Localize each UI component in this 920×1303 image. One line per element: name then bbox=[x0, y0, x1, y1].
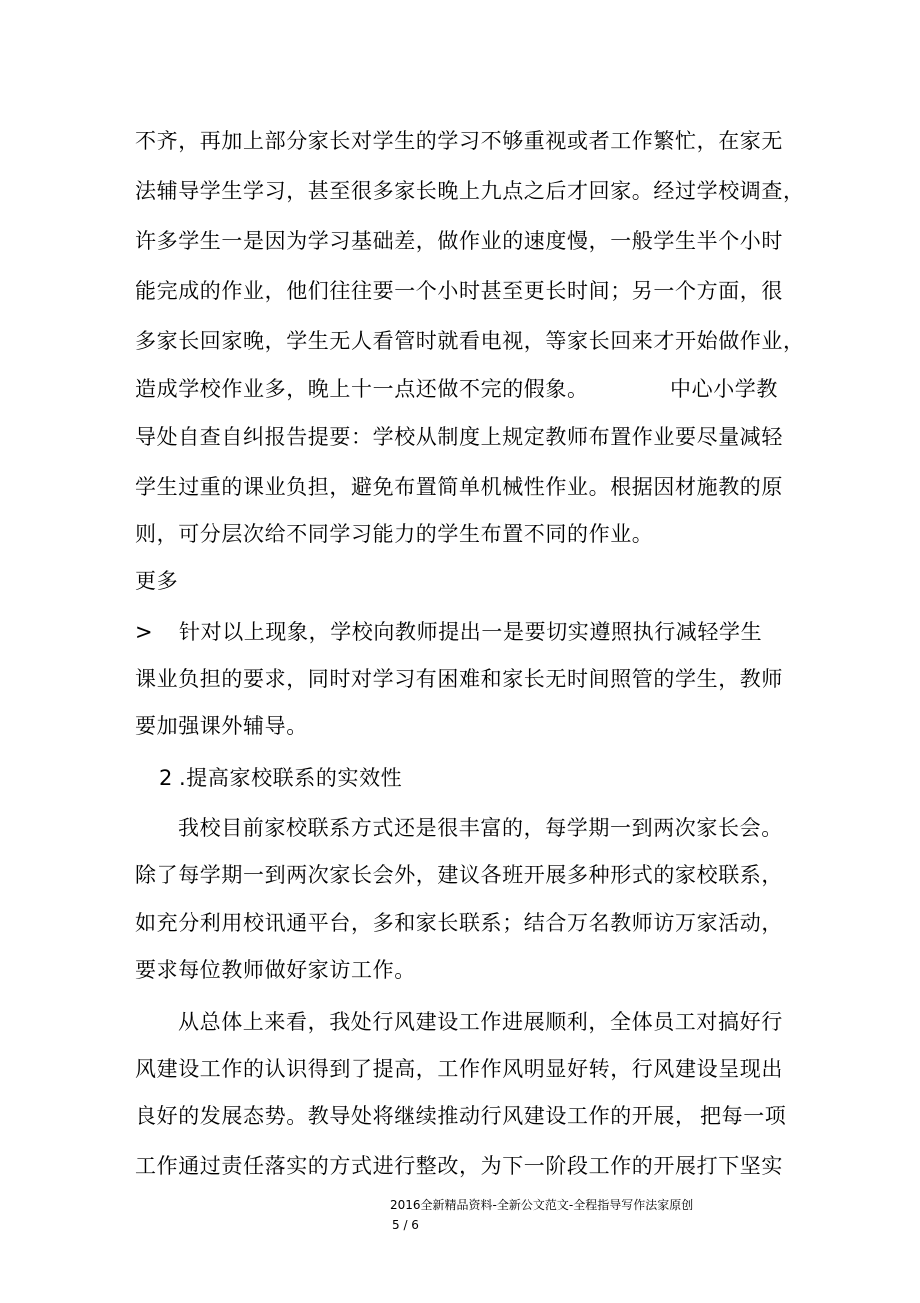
text-line bbox=[135, 128, 783, 154]
text-segment: 更多 bbox=[135, 569, 179, 593]
text-line bbox=[135, 713, 308, 739]
text-line bbox=[135, 1153, 783, 1179]
text-segment: 中心小学教 bbox=[670, 377, 778, 401]
text-line bbox=[135, 862, 783, 888]
text-segment: 则，可分层次给不同学习能力的学生布置不同的作业。 bbox=[135, 522, 654, 546]
text-line bbox=[135, 910, 783, 936]
text-segment: 要加强课外辅导。 bbox=[135, 714, 308, 738]
text-segment: 导处自查自纠报告提要：学校从制度上规定教师布置作业要尽量减轻 bbox=[135, 425, 783, 449]
text-line bbox=[135, 1103, 787, 1129]
text-line bbox=[135, 474, 783, 500]
text-segment: 从总体上来看，我处行风建设工作进展顺利，全体员工对搞好行 bbox=[178, 1010, 783, 1034]
text-segment: 法辅导学生学习，甚至很多家长晚上九点之后才回家。经过学校调查， bbox=[135, 179, 805, 203]
text-segment: 风建设工作的认识得到了提高，工作作风明显好转，行风建设呈现出 bbox=[135, 1057, 783, 1081]
text-line bbox=[135, 521, 653, 547]
text-segment: 我校目前家校联系方式还是很丰富的，每学期一到两次家长会。 bbox=[178, 816, 783, 840]
footer-tagline: 2016全新精品资料-全新公文范文-全程指导写作法家原创 bbox=[390, 1198, 694, 1212]
text-segment: 许多学生一是因为学习基础差，做作业的速度慢，一般学生半个小时 bbox=[135, 229, 783, 253]
text-segment: 工作通过责任落实的方式进行整改，为下一阶段工作的开展打下坚实 bbox=[135, 1154, 783, 1178]
text-segment: 能完成的作业，他们往往要一个小时甚至更长时间；另一个方面，很 bbox=[135, 279, 783, 303]
text-line bbox=[135, 228, 783, 254]
text-line bbox=[135, 1056, 783, 1082]
text-segment: 学生过重的课业负担，避免布置简单机械性作业。根据因材施教的原 bbox=[135, 475, 783, 499]
text-line bbox=[135, 619, 763, 645]
text-line bbox=[178, 815, 783, 841]
section-heading bbox=[159, 765, 403, 791]
text-line bbox=[135, 957, 416, 983]
text-segment: 多家长回家晚，学生无人看管时就看电视，等家长回来才开始做作业， bbox=[135, 329, 805, 353]
text-segment: 把每一项 bbox=[700, 1104, 787, 1128]
text-segment: 如充分利用校讯通平台，多和家长联系；结合万名教师访万家活动， bbox=[135, 911, 783, 935]
text-segment: 良好的发展态势。教导处将继续推动行风建设工作的开展， bbox=[135, 1104, 697, 1128]
text-line bbox=[135, 424, 783, 450]
bullet-marker: > bbox=[135, 620, 154, 644]
text-segment: 针对以上现象，学校向教师提出一是要切实遵照执行减轻学生 bbox=[179, 620, 763, 644]
text-segment: 除了每学期一到两次家长会外，建议各班开展多种形式的家校联系， bbox=[135, 863, 783, 887]
text-line bbox=[135, 568, 178, 594]
text-line bbox=[135, 376, 778, 402]
text-segment: 课业负担的要求，同时对学习有困难和家长无时间照管的学生，教师 bbox=[135, 667, 783, 691]
text-line bbox=[135, 278, 783, 304]
page-indicator: 5 / 6 bbox=[392, 1218, 419, 1232]
text-segment: 要求每位教师做好家访工作。 bbox=[135, 958, 416, 982]
text-line bbox=[135, 666, 783, 692]
section-number: 2 bbox=[159, 766, 173, 790]
text-segment: 造成学校作业多，晚上十一点还做不完的假象。 bbox=[135, 377, 589, 401]
text-segment: 不齐，再加上部分家长对学生的学习不够重视或者工作繁忙，在家无 bbox=[135, 129, 783, 153]
text-line bbox=[135, 328, 805, 354]
text-line bbox=[135, 178, 805, 204]
section-title: .提高家校联系的实效性 bbox=[179, 766, 403, 790]
text-line bbox=[178, 1009, 783, 1035]
